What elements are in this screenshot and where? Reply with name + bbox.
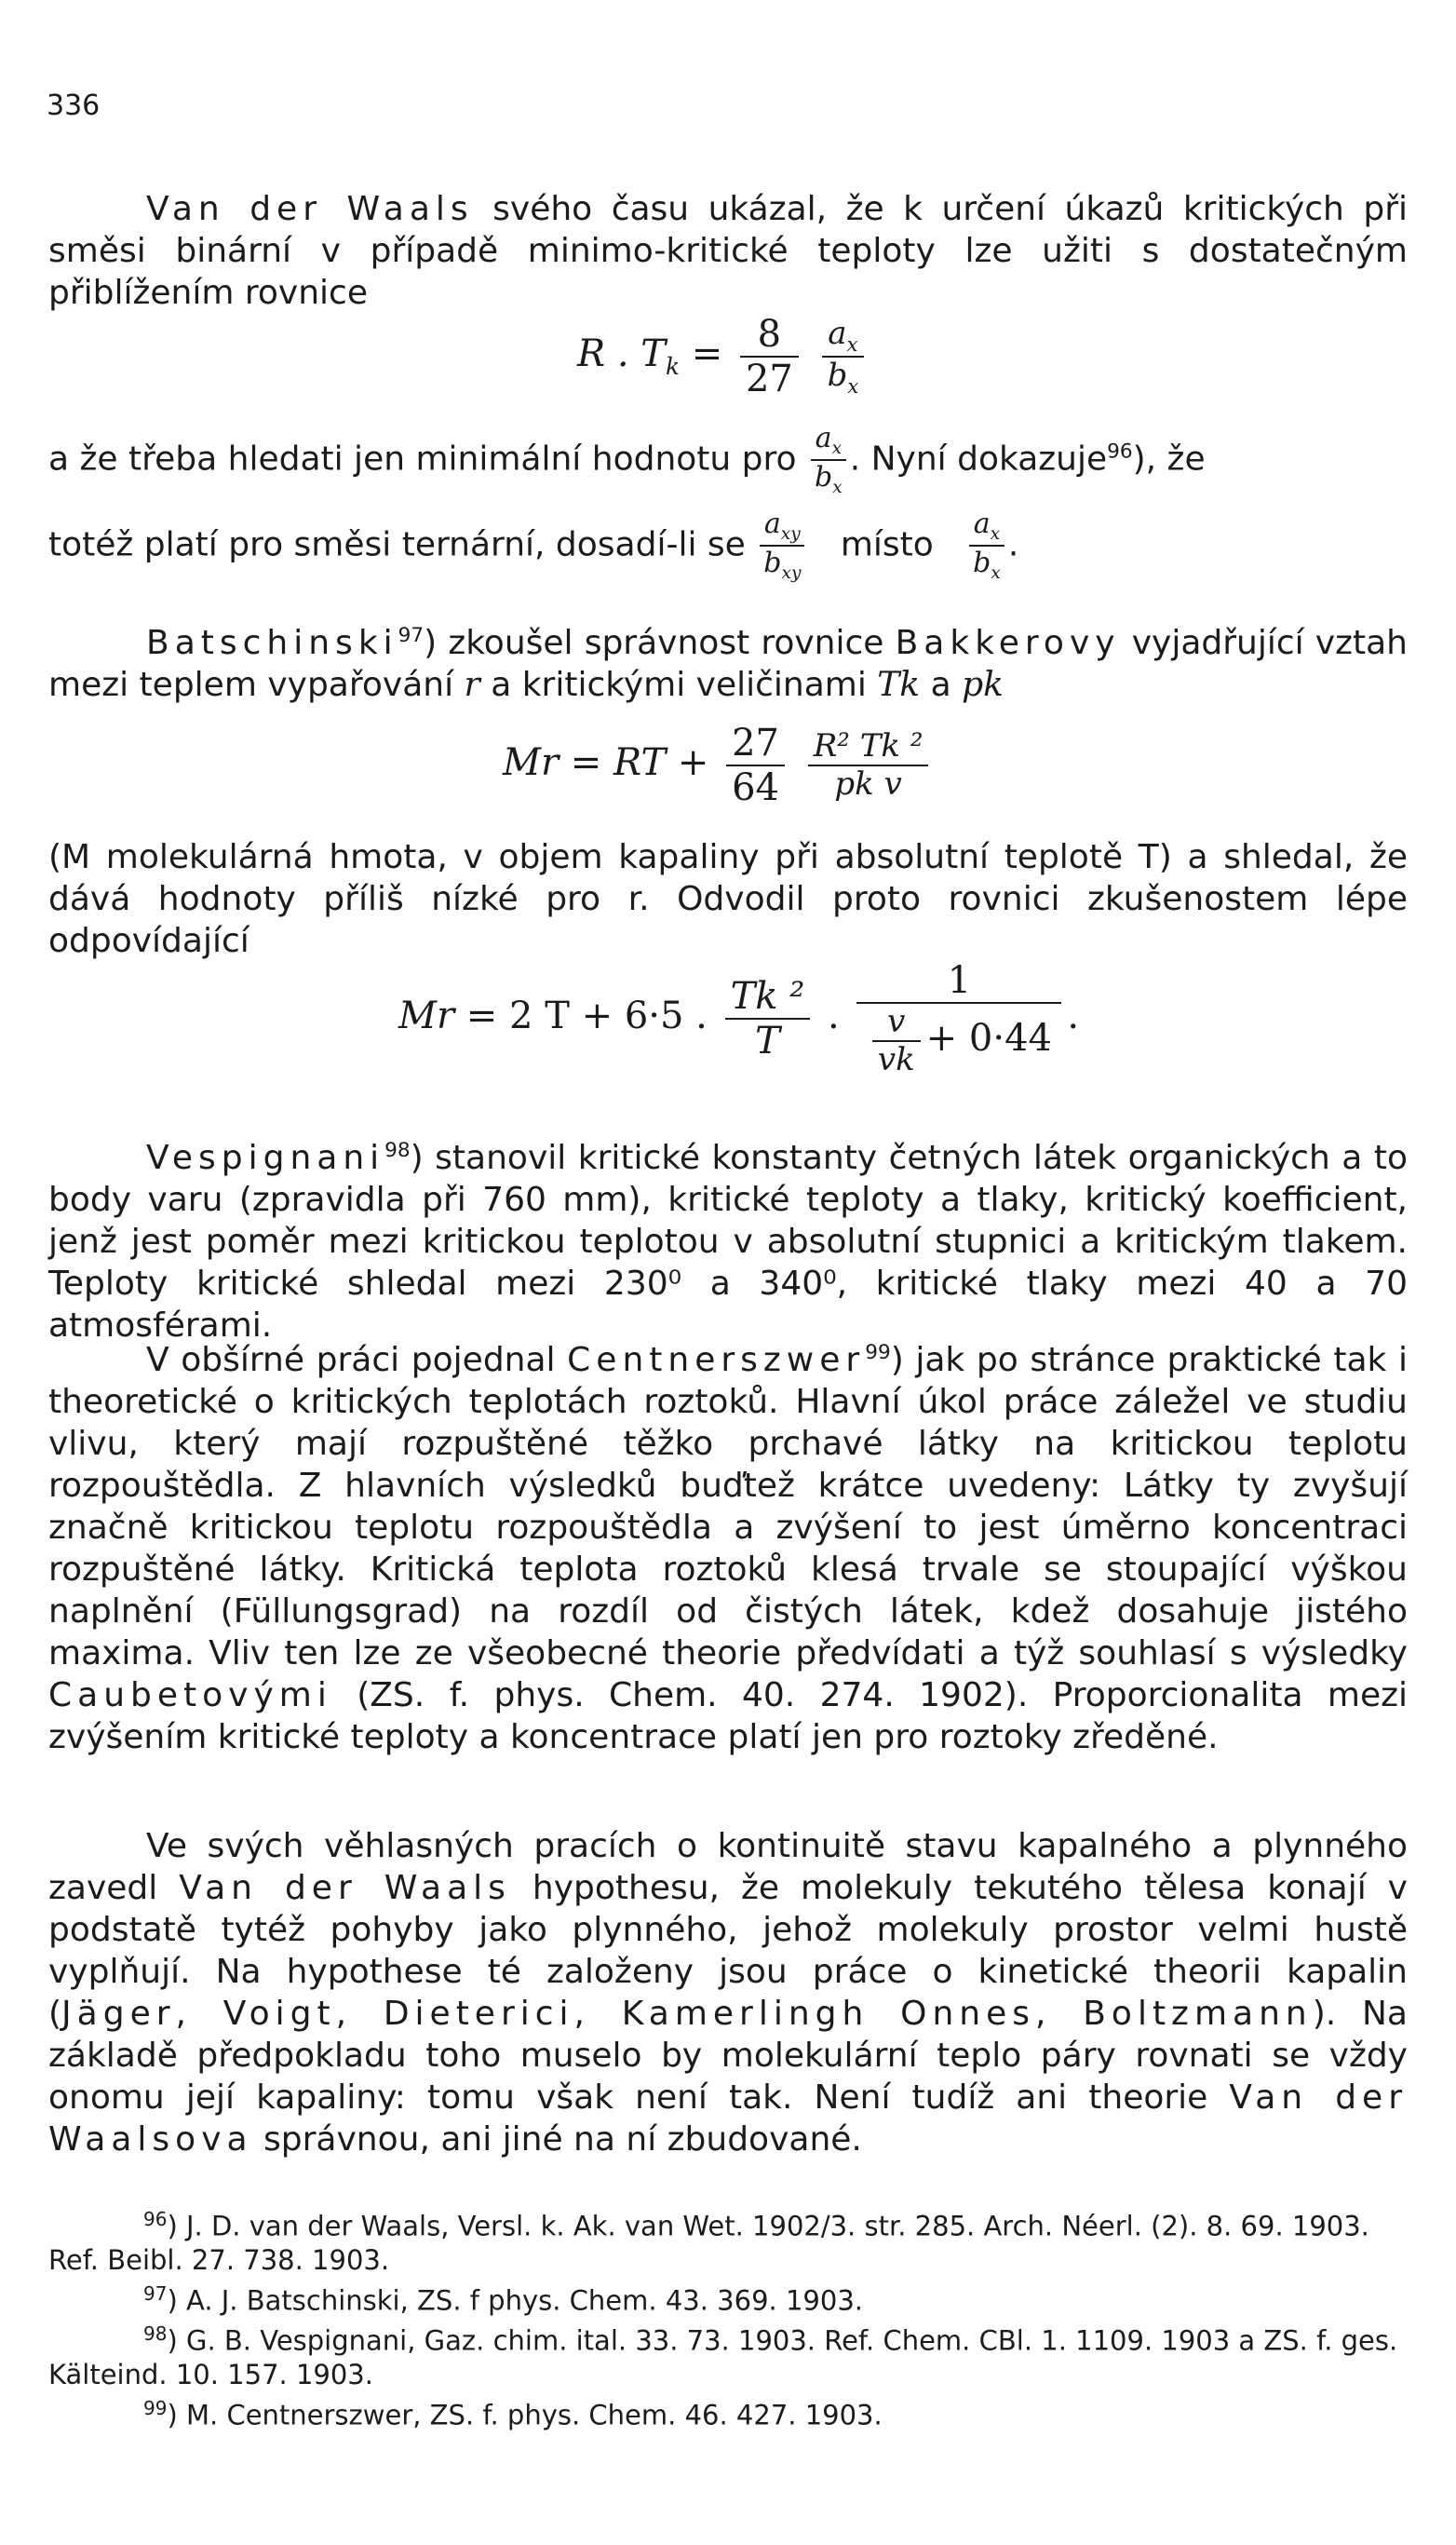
fraction: [740, 313, 799, 400]
author-name: Vespignani: [146, 1139, 385, 1177]
footnote-mark: 97: [143, 2281, 168, 2305]
var: a: [763, 508, 781, 540]
numerator: Tk ²: [725, 975, 811, 1020]
numerator: R² Tk ²: [808, 728, 929, 766]
var: b: [815, 461, 833, 494]
denominator: [856, 1004, 1061, 1078]
eq-term: RT: [613, 741, 667, 784]
eq-lhs: Mr: [503, 741, 559, 784]
paragraph-4: [48, 615, 1408, 706]
text: a kritickými veličinami: [479, 666, 878, 704]
paragraph-6: [48, 1130, 1408, 1347]
page-number: 336: [47, 89, 101, 122]
var: r: [464, 666, 480, 704]
text: .: [1007, 525, 1019, 564]
footnote-mark: 98: [143, 2322, 168, 2346]
equation-3: [398, 959, 1079, 1078]
author-name: Bakkerovy: [895, 624, 1121, 662]
fraction: [808, 728, 929, 803]
author-name: Van der Waalsova: [48, 2078, 1408, 2159]
var-sub: x: [832, 478, 843, 498]
denominator: 27: [745, 358, 793, 400]
text: ). Na základě předpokladu toho muselo by molekulární teplo páry rovnati se vždy onomu její kapaliny: tomu však není tak. Není tudíž ani theorie: [48, 1995, 1408, 2117]
footnote-text: ) M. Centnerszwer, ZS. f. phys. Chem. 46. 427. 1903.: [167, 2399, 883, 2431]
footnote-mark: 99: [143, 2396, 168, 2419]
var-sub: x: [846, 332, 858, 356]
var: Tk: [877, 666, 921, 704]
text: ) zkoušel správnost rovnice: [424, 624, 896, 662]
footnote-ref: 96: [1107, 440, 1133, 464]
fraction: [726, 722, 785, 809]
eq-dot: .: [827, 995, 840, 1038]
footnote-text: ) J. D. van der Waals, Versl. k. Ak. van Wet. 1902/3. str. 285. Arch. Néerl. (2). 8. 69. 1903. Ref. Beibl. 27. 738. 1903.: [48, 2210, 1369, 2276]
var-sub: x: [991, 563, 1001, 584]
denominator: [811, 461, 846, 498]
author-name: Van der Waals: [179, 1869, 511, 1907]
text: vyjadřující vztah mezi teplem vypařování: [48, 624, 1408, 704]
text: místo: [840, 525, 934, 564]
text: ) stanovil kritické konstanty četných látek organických a to body varu (zpravidla při 760 mm), kritické teploty a tlaky, kritický koefficient, jenž jest poměr mezi kritickou teplotou v absolutní stupnici a kritickým tlakem. Teploty kritické shledal mezi 230⁰ a 340⁰, kritické tlaky mezi 40 a 70 atmosférami.: [48, 1139, 1408, 1345]
numerator: v: [872, 1004, 921, 1042]
fraction: [856, 959, 1061, 1078]
numerator: [822, 316, 865, 358]
var: b: [973, 547, 991, 580]
footnote-98: [48, 2317, 1408, 2391]
var: a: [815, 422, 832, 454]
var: a: [828, 314, 847, 352]
eq-term: 2 T + 6·5 .: [509, 995, 708, 1038]
text: V obšírné práci pojednal: [146, 1341, 568, 1379]
eq-lhs: R . T: [577, 332, 666, 375]
author-name: Centnerszwer: [567, 1341, 866, 1379]
paragraph-2: [48, 422, 1408, 499]
numerator: [760, 508, 804, 547]
denominator: [760, 547, 804, 584]
footnote-97: [48, 2277, 1408, 2318]
var-sub: x: [831, 439, 843, 458]
numerator: 1: [856, 959, 1061, 1004]
var: b: [763, 547, 782, 580]
var-sub: x: [990, 524, 1001, 544]
inline-fraction: [969, 508, 1004, 585]
numerator: 27: [726, 722, 785, 766]
numerator: [811, 422, 846, 461]
footnote-96: [48, 2202, 1408, 2277]
paragraph-7: [48, 1332, 1408, 1758]
text: hypothesu, že molekuly tekutého tělesa konají v podstatě tytéž pohyby jako plynného, jehož molekuly prostor velmi hustě vyplňují. Na hypothese té založeny jsou práce o kinetické theorii kapalin (: [48, 1869, 1408, 2033]
denominator: T: [755, 1020, 780, 1063]
var: b: [827, 357, 848, 394]
text: a že třeba hledati jen minimální hodnotu pro: [48, 440, 797, 479]
numerator: [969, 508, 1004, 547]
footnote-ref: 98: [384, 1139, 411, 1162]
numerator: 8: [740, 313, 799, 358]
paragraph-3: [48, 508, 1408, 585]
text: správnou, ani jiné na ní zbudované.: [252, 2120, 862, 2159]
text: ) jak po stránce praktické tak i theoretické o kritických teplotách roztoků. Hlavní úkol práce záležel ve studiu vlivu, který mají rozpuštěné těžko prchavé látky na kritickou teplotu rozpouštědla. Z hlavních výsledků buďtež krátce uvedeny: Látky ty zvyšují značně kritickou teplotu rozpouštědla a zvýšení to jest úměrno koncentraci rozpuštěné látky. Kritická teplota roztoků klesá trvale se stoupající výškou naplnění (Füllungsgrad) na rozdíl od čistých látek, kdež dosahuje jistého maxima. Vliv ten lze ze všeobecné theorie předvídati a týž souhlasí s výsledky: [48, 1341, 1408, 1672]
text: ), že: [1132, 440, 1206, 479]
text: Ve svých věhlasných pracích o kontinuitě stavu kapalného a plynného zavedl: [48, 1827, 1408, 1907]
eq-end: .: [1067, 995, 1080, 1038]
fraction: [725, 975, 811, 1063]
author-name: Van der Waals: [146, 190, 474, 228]
var: pk: [962, 666, 1004, 704]
footnote-mark: 96: [143, 2208, 168, 2230]
eq-lhs: Mr: [398, 995, 455, 1038]
denominator: vk: [877, 1041, 915, 1079]
var-sub: xy: [780, 524, 801, 544]
var: a: [973, 508, 991, 540]
inline-fraction: [760, 508, 804, 585]
var-sub: x: [847, 373, 859, 398]
text: (ZS. f. phys. Chem. 40. 274. 1902). Proporcionalita mezi zvýšením kritické teploty a koncentrace platí jen pro roztoky zředěné.: [48, 1676, 1408, 1756]
author-name: Batschinski: [146, 624, 398, 662]
footnotes: [48, 2202, 1408, 2432]
paragraph-5: (M molekulárná hmota, v objem kapaliny při absolutní teplotě T) a shledal, že dává hodnoty příliš nízké pro r. Odvodil proto rovnici zkušenostem lépe odpovídající: [48, 838, 1408, 960]
footnote-text: ) A. J. Batschinski, ZS. f phys. Chem. 43. 369. 1903.: [167, 2284, 863, 2317]
text: a: [920, 666, 963, 704]
footnote-ref: 97: [398, 624, 425, 647]
equation-1: [577, 313, 870, 400]
eq-term: + 0·44: [925, 1017, 1052, 1061]
paragraph-8: [48, 1825, 1408, 2160]
text: . Nyní dokazuje: [849, 440, 1108, 479]
eq-sign: =: [465, 995, 498, 1038]
fraction: [822, 316, 865, 398]
eq-lhs-sub: k: [665, 353, 680, 380]
denominator: pk v: [834, 765, 902, 803]
footnote-ref: 99: [865, 1341, 891, 1364]
author-name: Caubetovými: [48, 1676, 332, 1714]
inner-fraction: [872, 1004, 921, 1078]
paragraph-1: [48, 188, 1408, 314]
text: totéž platí pro směsi ternární, dosadí-li se: [48, 525, 746, 564]
denominator: [822, 358, 865, 398]
inline-fraction: [811, 422, 846, 499]
var-sub: xy: [781, 563, 802, 584]
author-names: Jäger, Voigt, Dieterici, Kamerlingh Onnes, Boltzmann: [61, 1995, 1313, 2033]
footnote-text: ) G. B. Vespignani, Gaz. chim. ital. 33. 73. 1903. Ref. Chem. CBl. 1. 1109. 1903 a ZS. f. ges. Kälteind. 10. 157. 1903.: [48, 2324, 1398, 2390]
eq-sign: =: [570, 741, 602, 784]
footnote-99: [48, 2391, 1408, 2432]
denominator: 64: [732, 766, 779, 809]
eq-sign: =: [691, 332, 723, 375]
paragraph-text: svého času ukázal, že k určení úkazů kritických při směsi binární v případě minimo-kritické teploty lze užiti s dostatečným přiblížením rovnice: [48, 190, 1409, 312]
equation-2: [503, 722, 934, 809]
denominator: [969, 547, 1004, 584]
eq-plus: +: [677, 741, 709, 784]
